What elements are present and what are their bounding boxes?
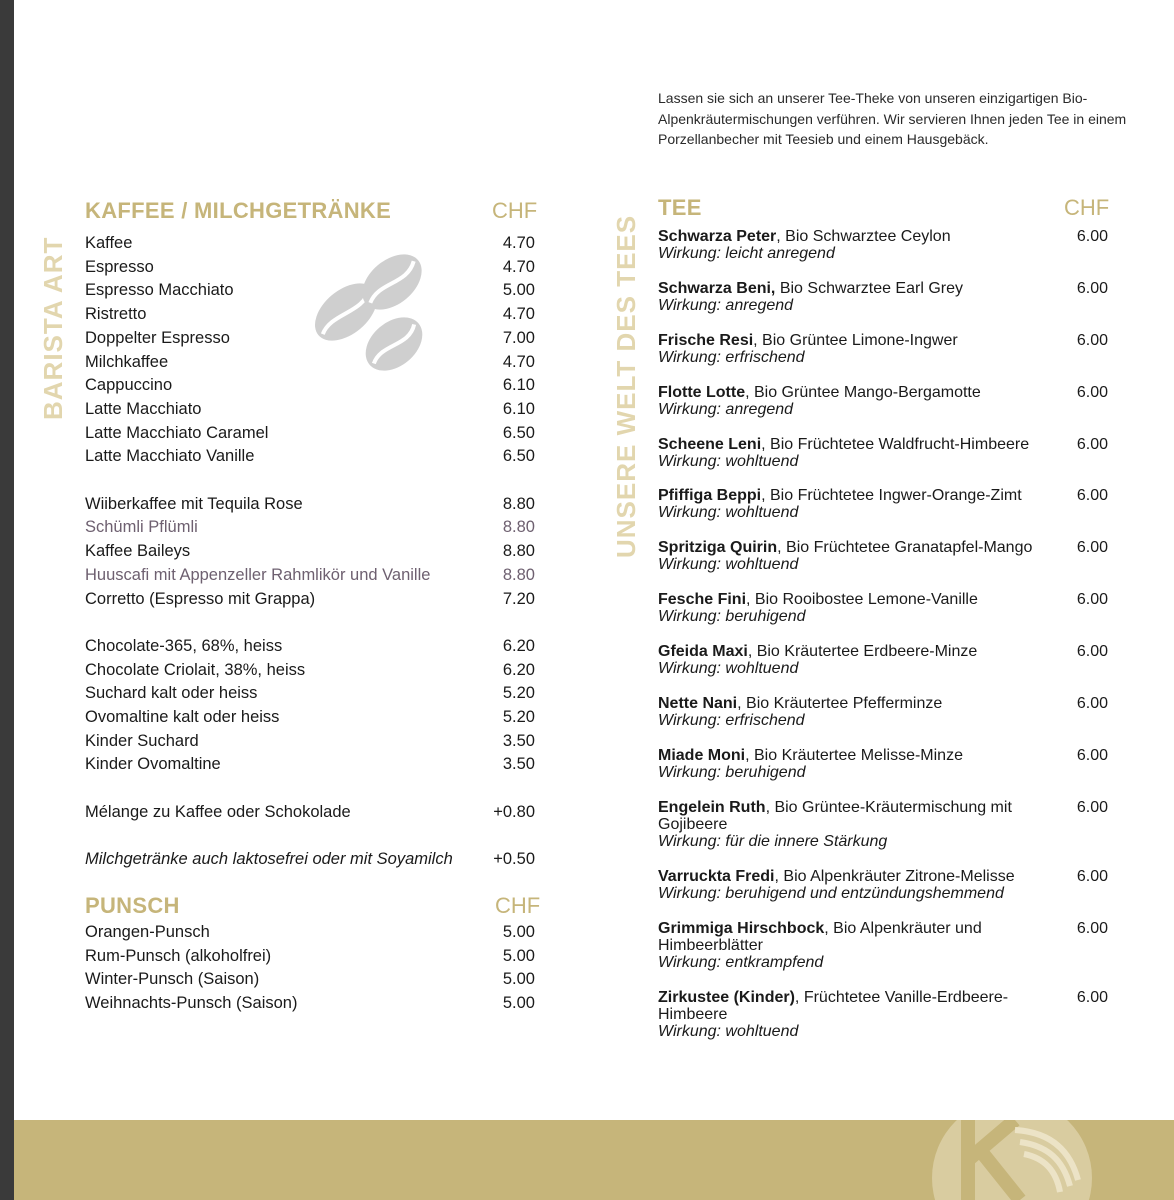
menu-row	[85, 326, 535, 350]
menu-row	[85, 681, 535, 705]
tea-effect: Wirkung: beruhigend	[658, 608, 806, 625]
tea-effect: Wirkung: wohltuend	[658, 504, 799, 521]
tee-section-title: TEE	[658, 195, 702, 220]
item-price: 5.00	[502, 281, 535, 300]
menu-row	[85, 800, 535, 824]
tea-name: Frische Resi	[658, 332, 754, 349]
tea-item	[658, 487, 1110, 521]
item-price: 5.00	[502, 923, 535, 941]
tea-title-line	[658, 228, 1050, 245]
left-dark-edge	[0, 0, 14, 1200]
menu-row	[85, 847, 535, 871]
tea-name: Grimmiga Hirschbock	[658, 920, 825, 937]
menu-row	[85, 729, 535, 753]
tea-item	[658, 643, 1110, 677]
kaffee-currency-label: CHF	[492, 198, 538, 223]
tea-item	[658, 332, 1110, 366]
tea-description: , Bio Rooibostee Lemone-Vanille	[746, 591, 978, 608]
item-name: Milchkaffee	[85, 352, 169, 371]
item-price: 6.50	[502, 447, 535, 466]
menu-row	[85, 302, 535, 326]
tea-effect: Wirkung: für die innere Stärkung	[658, 833, 888, 850]
tea-item	[658, 920, 1110, 971]
item-name: Latte Macchiato Vanille	[85, 447, 255, 466]
item-price: 5.20	[502, 708, 535, 726]
item-name: Schümli Pflümli	[85, 518, 198, 537]
item-name: Ovomaltine kalt oder heiss	[85, 708, 280, 726]
item-price: 5.00	[502, 946, 535, 965]
tea-effect: Wirkung: wohltuend	[658, 556, 799, 573]
tea-name: Nette Nani	[658, 695, 738, 712]
item-name: Espresso	[85, 257, 154, 276]
item-price: 3.50	[502, 731, 535, 750]
tea-effect: Wirkung: erfrischend	[658, 349, 805, 366]
item-name: Espresso Macchiato	[85, 281, 234, 300]
tea-description: , Bio Schwarztee Ceylon	[776, 228, 951, 245]
item-name: Corretto (Espresso mit Grappa)	[85, 589, 316, 608]
tea-name: Scheene Leni	[658, 436, 762, 453]
tea-title-line	[658, 695, 1050, 712]
tea-title-line	[658, 868, 1050, 885]
tea-effect: Wirkung: anregend	[658, 401, 794, 418]
tea-description: , Bio Grüntee Mango-Bergamotte	[745, 384, 981, 401]
punsch-currency-label: CHF	[495, 893, 541, 918]
menu-row	[85, 563, 535, 587]
tea-price: 6.00	[1076, 436, 1108, 453]
menu-row	[85, 421, 535, 445]
tea-name: Fesche Fini	[658, 591, 747, 608]
item-name: Weihnachts-Punsch (Saison)	[85, 994, 298, 1013]
tea-effect: Wirkung: wohltuend	[658, 453, 799, 470]
item-name: Rum-Punsch (alkoholfrei)	[85, 946, 272, 965]
item-name: Milchgetränke auch laktosefrei oder mit Soyamilch	[85, 850, 453, 869]
tea-item	[658, 591, 1110, 625]
tea-name: Schwarza Peter	[658, 228, 777, 245]
tea-title-line	[658, 747, 1050, 764]
item-name: Mélange zu Kaffee oder Schokolade	[85, 802, 351, 821]
kaffee-menu-list	[85, 231, 535, 871]
tea-title-line	[658, 487, 1050, 504]
welt-des-tees-label: UNSERE WELT DES TEES	[611, 214, 641, 558]
tea-item	[658, 384, 1110, 418]
tea-effect: Wirkung: beruhigend und entzündungshemmend	[658, 885, 1004, 902]
menu-row	[85, 991, 535, 1015]
menu-row	[85, 587, 535, 611]
tea-item	[658, 695, 1110, 729]
item-price: 6.20	[502, 636, 535, 655]
footer-band	[14, 1120, 1174, 1200]
tea-price: 6.00	[1076, 487, 1108, 504]
tea-price: 6.00	[1076, 868, 1108, 885]
tea-price: 6.00	[1076, 989, 1108, 1006]
item-price: 8.80	[502, 518, 535, 537]
item-price: 8.80	[502, 494, 535, 513]
item-name: Chocolate Criolait, 38%, heiss	[85, 660, 306, 679]
item-name: Latte Macchiato Caramel	[85, 423, 269, 442]
item-name: Doppelter Espresso	[85, 328, 230, 347]
tea-title-line	[658, 384, 1050, 401]
item-name: Kinder Ovomaltine	[85, 755, 221, 774]
tea-description: , Bio Kräutertee Pfefferminze	[737, 695, 943, 712]
k-logo-icon	[920, 1120, 1100, 1200]
item-price: 4.70	[502, 257, 535, 276]
menu-row	[85, 444, 535, 468]
tea-title-line	[658, 643, 1050, 660]
tea-price: 6.00	[1076, 591, 1108, 608]
item-name: Suchard kalt oder heiss	[85, 684, 258, 703]
tea-description: , Bio Alpenkräuter und Himbeerblätter	[658, 920, 982, 954]
tea-price: 6.00	[1076, 384, 1108, 401]
tea-description: , Bio Grüntee Limone-Ingwer	[753, 332, 958, 349]
item-price: +0.80	[493, 802, 535, 821]
item-price: 8.80	[502, 565, 535, 584]
tea-description: , Früchtetee Vanille-Erdbeere-Himbeere	[658, 989, 1009, 1023]
menu-row	[85, 634, 535, 658]
item-name: Chocolate-365, 68%, heiss	[85, 636, 283, 655]
tea-effect: Wirkung: entkrampfend	[658, 954, 824, 971]
tea-item	[658, 228, 1110, 262]
item-price: 6.10	[502, 376, 535, 395]
tea-name: Gfeida Maxi	[658, 643, 748, 660]
tea-item	[658, 799, 1110, 850]
tea-description: , Bio Früchtetee Waldfrucht-Himbeere	[761, 436, 1030, 453]
punsch-menu-list	[85, 920, 535, 1020]
item-price: 7.20	[502, 589, 535, 608]
tea-name: Miade Moni	[658, 747, 746, 764]
item-name: Winter-Punsch (Saison)	[85, 970, 260, 989]
menu-row	[85, 920, 535, 944]
menu-row	[85, 255, 535, 279]
item-price: 4.70	[502, 234, 535, 252]
item-price: 5.20	[502, 684, 535, 703]
tea-price: 6.00	[1076, 747, 1108, 764]
tea-description: , Bio Alpenkräuter Zitrone-Melisse	[774, 868, 1015, 885]
menu-row	[85, 350, 535, 374]
item-name: Cappuccino	[85, 376, 173, 395]
item-price: 3.50	[502, 755, 535, 774]
tea-item	[658, 989, 1110, 1040]
menu-row	[85, 539, 535, 563]
tea-name: Schwarza Beni,	[658, 280, 776, 297]
item-name: Ristretto	[85, 305, 147, 324]
tea-title-line	[658, 332, 1050, 349]
tea-title-line	[658, 591, 1050, 608]
tea-price: 6.00	[1076, 799, 1108, 816]
tea-name: Zirkustee (Kinder)	[658, 989, 795, 1006]
menu-row	[85, 492, 535, 516]
tea-price: 6.00	[1076, 280, 1108, 297]
menu-row	[85, 397, 535, 421]
tea-effect: Wirkung: leicht anregend	[658, 245, 835, 262]
menu-row	[85, 705, 535, 729]
tea-name: Pfiffiga Beppi	[658, 487, 762, 504]
tea-item	[658, 280, 1110, 314]
tea-effect: Wirkung: beruhigend	[658, 764, 806, 781]
tea-intro-text: Lassen sie sich an unserer Tee-Theke von unseren einzigartigen Bio-Alpenkräutermischungen verführen. Wir servieren Ihnen jeden Tee in einem Porzellanbecher mit Teesieb und einem Hausgebäck.	[658, 90, 1127, 147]
tea-name: Flotte Lotte	[658, 384, 746, 401]
tea-description: , Bio Früchtetee Ingwer-Orange-Zimt	[761, 487, 1022, 504]
item-price: 4.70	[502, 352, 535, 371]
tea-title-line	[658, 989, 1050, 1023]
tea-description: , Bio Kräutertee Melisse-Minze	[745, 747, 963, 764]
tea-price: 6.00	[1076, 920, 1108, 937]
tea-description: , Bio Grüntee-Kräutermischung mit Gojibeere	[658, 799, 1012, 833]
item-price: 5.00	[502, 994, 535, 1013]
item-price: 4.70	[502, 305, 535, 324]
item-price: 6.10	[502, 399, 535, 418]
menu-row	[85, 944, 535, 968]
tea-title-line	[658, 436, 1050, 453]
tea-description: , Bio Kräutertee Erdbeere-Minze	[747, 643, 978, 660]
tea-effect: Wirkung: wohltuend	[658, 660, 799, 677]
tea-item	[658, 868, 1110, 902]
kaffee-section-title: KAFFEE / MILCHGETRÄNKE	[85, 198, 392, 223]
tea-price: 6.00	[1076, 228, 1108, 245]
tea-name: Spritziga Quirin	[658, 539, 778, 556]
menu-row	[85, 373, 535, 397]
item-price: 6.50	[502, 423, 535, 442]
tee-currency-label: CHF	[1064, 195, 1110, 220]
tea-price: 6.00	[1076, 643, 1108, 660]
item-price: 8.80	[502, 542, 535, 561]
tea-name: Varruckta Fredi	[658, 868, 775, 885]
tea-name: Engelein Ruth	[658, 799, 766, 816]
menu-row	[85, 515, 535, 539]
menu-row	[85, 658, 535, 682]
tea-title-line	[658, 799, 1050, 833]
tea-price: 6.00	[1076, 539, 1108, 556]
tea-item	[658, 436, 1110, 470]
tea-effect: Wirkung: wohltuend	[658, 1023, 799, 1040]
tea-item	[658, 539, 1110, 573]
item-name: Wiiberkaffee mit Tequila Rose	[85, 494, 303, 513]
item-price: +0.50	[493, 850, 535, 869]
tea-title-line	[658, 920, 1050, 954]
menu-row	[85, 967, 535, 991]
item-name: Kaffee	[85, 234, 133, 252]
tea-title-line	[658, 539, 1050, 556]
punsch-section-title: PUNSCH	[85, 893, 180, 918]
item-name: Orangen-Punsch	[85, 923, 210, 941]
barista-art-label: BARISTA ART	[38, 236, 68, 420]
tea-item	[658, 747, 1110, 781]
item-name: Huuscafi mit Appenzeller Rahmlikör und Vanille	[85, 565, 431, 584]
menu-row	[85, 752, 535, 776]
tea-price: 6.00	[1076, 332, 1108, 349]
tea-effect: Wirkung: anregend	[658, 297, 794, 314]
item-price: 7.00	[502, 328, 535, 347]
tea-description: , Bio Früchtetee Granatapfel-Mango	[777, 539, 1033, 556]
item-price: 6.20	[502, 660, 535, 679]
item-name: Latte Macchiato	[85, 399, 202, 418]
menu-row	[85, 278, 535, 302]
item-name: Kaffee Baileys	[85, 542, 191, 561]
tea-price: 6.00	[1076, 695, 1108, 712]
tea-title-line	[658, 280, 1050, 297]
menu-row	[85, 231, 535, 255]
item-price: 5.00	[502, 970, 535, 989]
tea-description: Bio Schwarztee Earl Grey	[775, 280, 963, 297]
item-name: Kinder Suchard	[85, 731, 199, 750]
tea-effect: Wirkung: erfrischend	[658, 712, 805, 729]
